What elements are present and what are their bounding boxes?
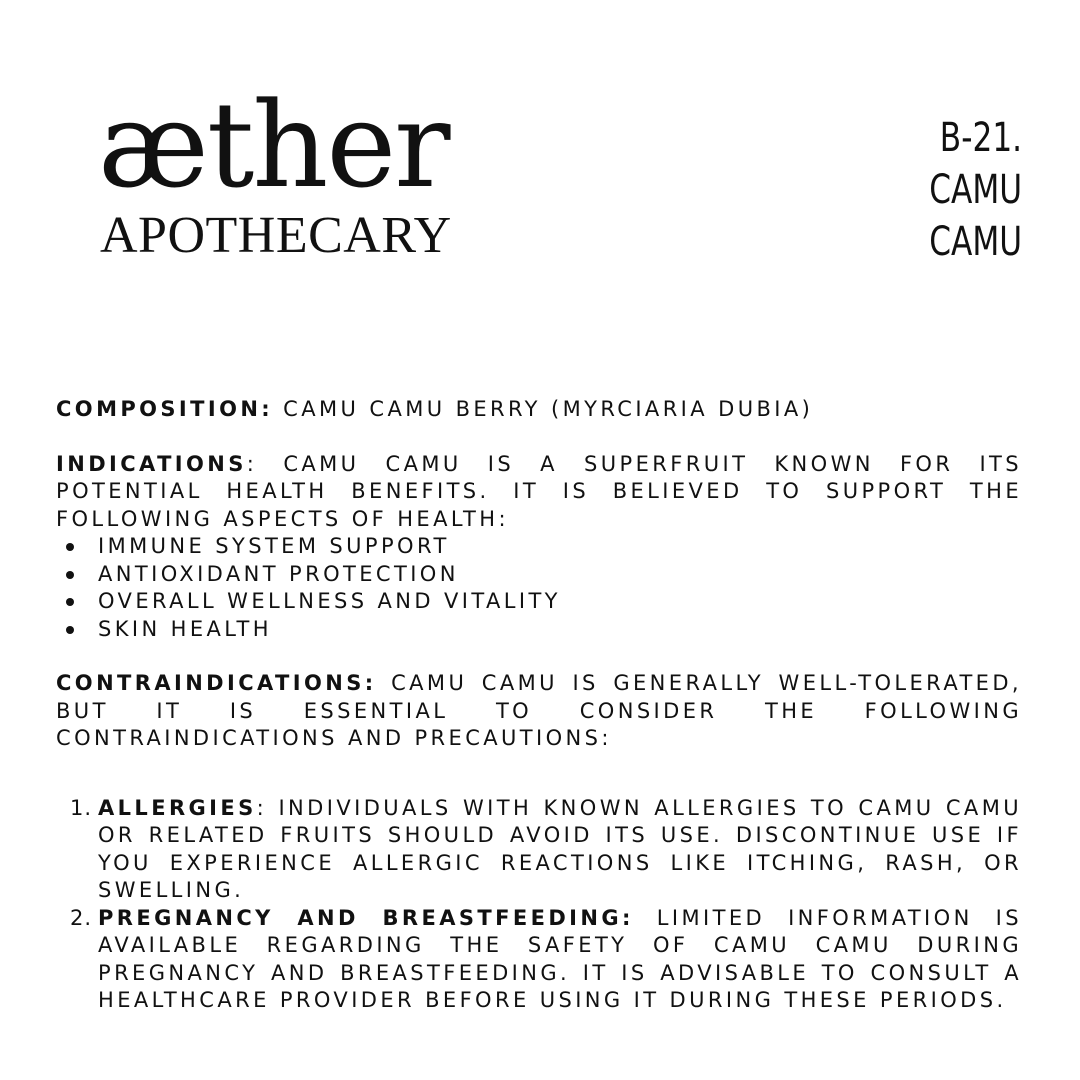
product-description [56, 396, 1022, 1015]
composition-label: COMPOSITION: [56, 397, 274, 421]
logo-wordmark: æther [98, 76, 449, 214]
logo-subtitle: APOTHECARY [100, 207, 452, 264]
item-number: 2. [70, 905, 93, 930]
product-name-line: CAMU [929, 219, 1022, 265]
indications-label: INDICATIONS [56, 451, 247, 476]
indications-text: : CAMU CAMU IS A SUPERFRUIT KNOWN FOR ITS POTENTIAL HEALTH BENEFITS. IT IS BELIEVED TO SUPPORT THE FOLLOWING ASPECTS OF HEALTH: [56, 451, 1022, 531]
composition-section [56, 396, 1022, 424]
list-item [56, 795, 1022, 905]
product-code-line: B-21. [939, 115, 1022, 161]
item-label: ALLERGIES [98, 795, 257, 820]
contraindications-label: CONTRAINDICATIONS: [56, 671, 377, 695]
item-number: 1. [70, 795, 93, 820]
list-item: SKIN HEALTH [56, 616, 1022, 644]
indications-list [56, 533, 1022, 643]
item-text: : INDIVIDUALS WITH KNOWN ALLERGIES TO CAMU CAMU OR RELATED FRUITS SHOULD AVOID ITS USE. DISCONTINUE USE IF YOU EXPERIENCE ALLERGIC REACTIONS LIKE ITCHING, RASH, OR SWELLING. [98, 795, 1022, 902]
indications-section [56, 451, 1022, 534]
contraindications-list [56, 795, 1022, 1015]
item-text: LIMITED INFORMATION IS AVAILABLE REGARDING THE SAFETY OF CAMU CAMU DURING PREGNANCY AND BREASTFEEDING. IT IS ADVISABLE TO CONSULT A HEALTHCARE PROVIDER BEFORE USING IT DURING THESE PERIODS. [98, 905, 1023, 1012]
list-item: ANTIOXIDANT PROTECTION [56, 561, 1022, 589]
composition-text: CAMU CAMU BERRY (MYRCIARIA DUBIA) [273, 397, 814, 421]
product-name-line: CAMU [929, 167, 1022, 213]
contraindications-section [56, 670, 1022, 753]
list-item: IMMUNE SYSTEM SUPPORT [56, 533, 1022, 561]
list-item [56, 905, 1022, 1015]
contraindications-text: CAMU CAMU IS GENERALLY WELL-TOLERATED, BUT IT IS ESSENTIAL TO CONSIDER THE FOLLOWING CONTRAINDICATIONS AND PRECAUTIONS: [56, 671, 1022, 750]
item-label: PREGNANCY AND BREASTFEEDING: [98, 905, 634, 930]
list-item: OVERALL WELLNESS AND VITALITY [56, 588, 1022, 616]
brand-logo [98, 76, 452, 264]
product-code [929, 112, 1022, 268]
